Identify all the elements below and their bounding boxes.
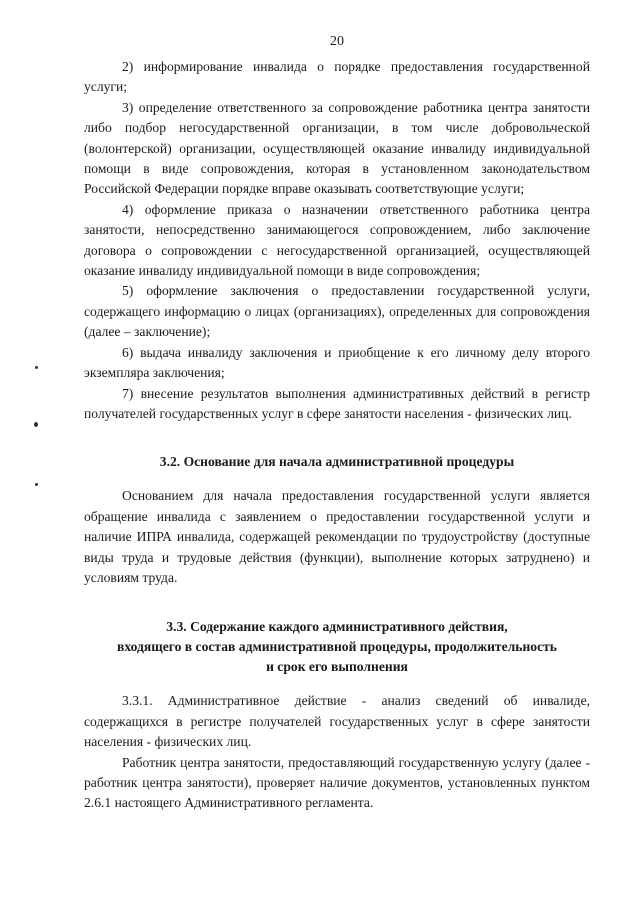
scan-speck — [35, 483, 38, 486]
scan-speck — [34, 422, 38, 427]
section-3-3-1-text: 3.3.1. Административное действие - анализ сведений об инвалиде, содержащихся в регистре получателей государственных услуг в сфере занятости населения - физических лиц. — [84, 693, 590, 750]
page-number: 20 — [330, 34, 344, 49]
section-3-2-heading: 3.2. Основание для начала административной процедуры — [159, 454, 515, 470]
section-3-3-heading — [84, 617, 590, 677]
document-page — [84, 30, 590, 814]
list-item: 3) определение ответственного за сопровождение работника центра занятости либо подбор негосударственной организации, в том числе добровольческой (волонтерской) организации, осуществляющей оказание инвалиду индивидуальной помощи в виде сопровождения, которая в установленном законодательством Российской Федерации порядке вправе оказывать соответствующие услуги; — [84, 99, 590, 197]
section-3-3-heading-line: и срок его выполнения — [266, 659, 408, 675]
section-3-3-heading-line: входящего в состав административной процедуры, продолжительность — [117, 639, 557, 655]
list-item: 5) оформление заключения о предоставлении государственной услуги, содержащего информацию о лицах (организациях), определенных для сопровождения (далее – заключение); — [84, 283, 590, 340]
section-3-2-text: Основанием для начала предоставления государственной услуги является обращение инвалида с заявлением о предоставлении государственной услуги и наличие ИПРА инвалида, содержащей рекомендации по трудоустройству (доступные виды труда и трудовые действия (функции), выполнение которых затруднено) и условиям труда. — [84, 488, 590, 585]
list-item: 2) информирование инвалида о порядке предоставления государственной услуги; — [84, 59, 590, 95]
list-item: 7) внесение результатов выполнения административных действий в регистр получателей государственных услуг в сфере занятости населения - физических лиц. — [84, 385, 590, 421]
section-3-3-1-text: Работник центра занятости, предоставляющий государственную услугу (далее - работник центра занятости), проверяет наличие документов, установленных пунктом 2.6.1 настоящего Административного регламента. — [84, 754, 590, 811]
section-3-3-heading-line: 3.3. Содержание каждого административного действия, — [166, 619, 508, 635]
scan-speck — [35, 366, 38, 369]
procedure-steps-list — [84, 57, 590, 424]
list-item: 6) выдача инвалиду заключения и приобщение к его личному делу второго экземпляра заключения; — [84, 344, 590, 381]
list-item: 4) оформление приказа о назначении ответственного работника центра занятости, непосредственно занимающегося сопровождением, либо заключение договора о сопровождении с негосударственной организацией, осуществляющей оказание инвалиду индивидуальной помощи в виде сопровождения; — [84, 201, 590, 279]
